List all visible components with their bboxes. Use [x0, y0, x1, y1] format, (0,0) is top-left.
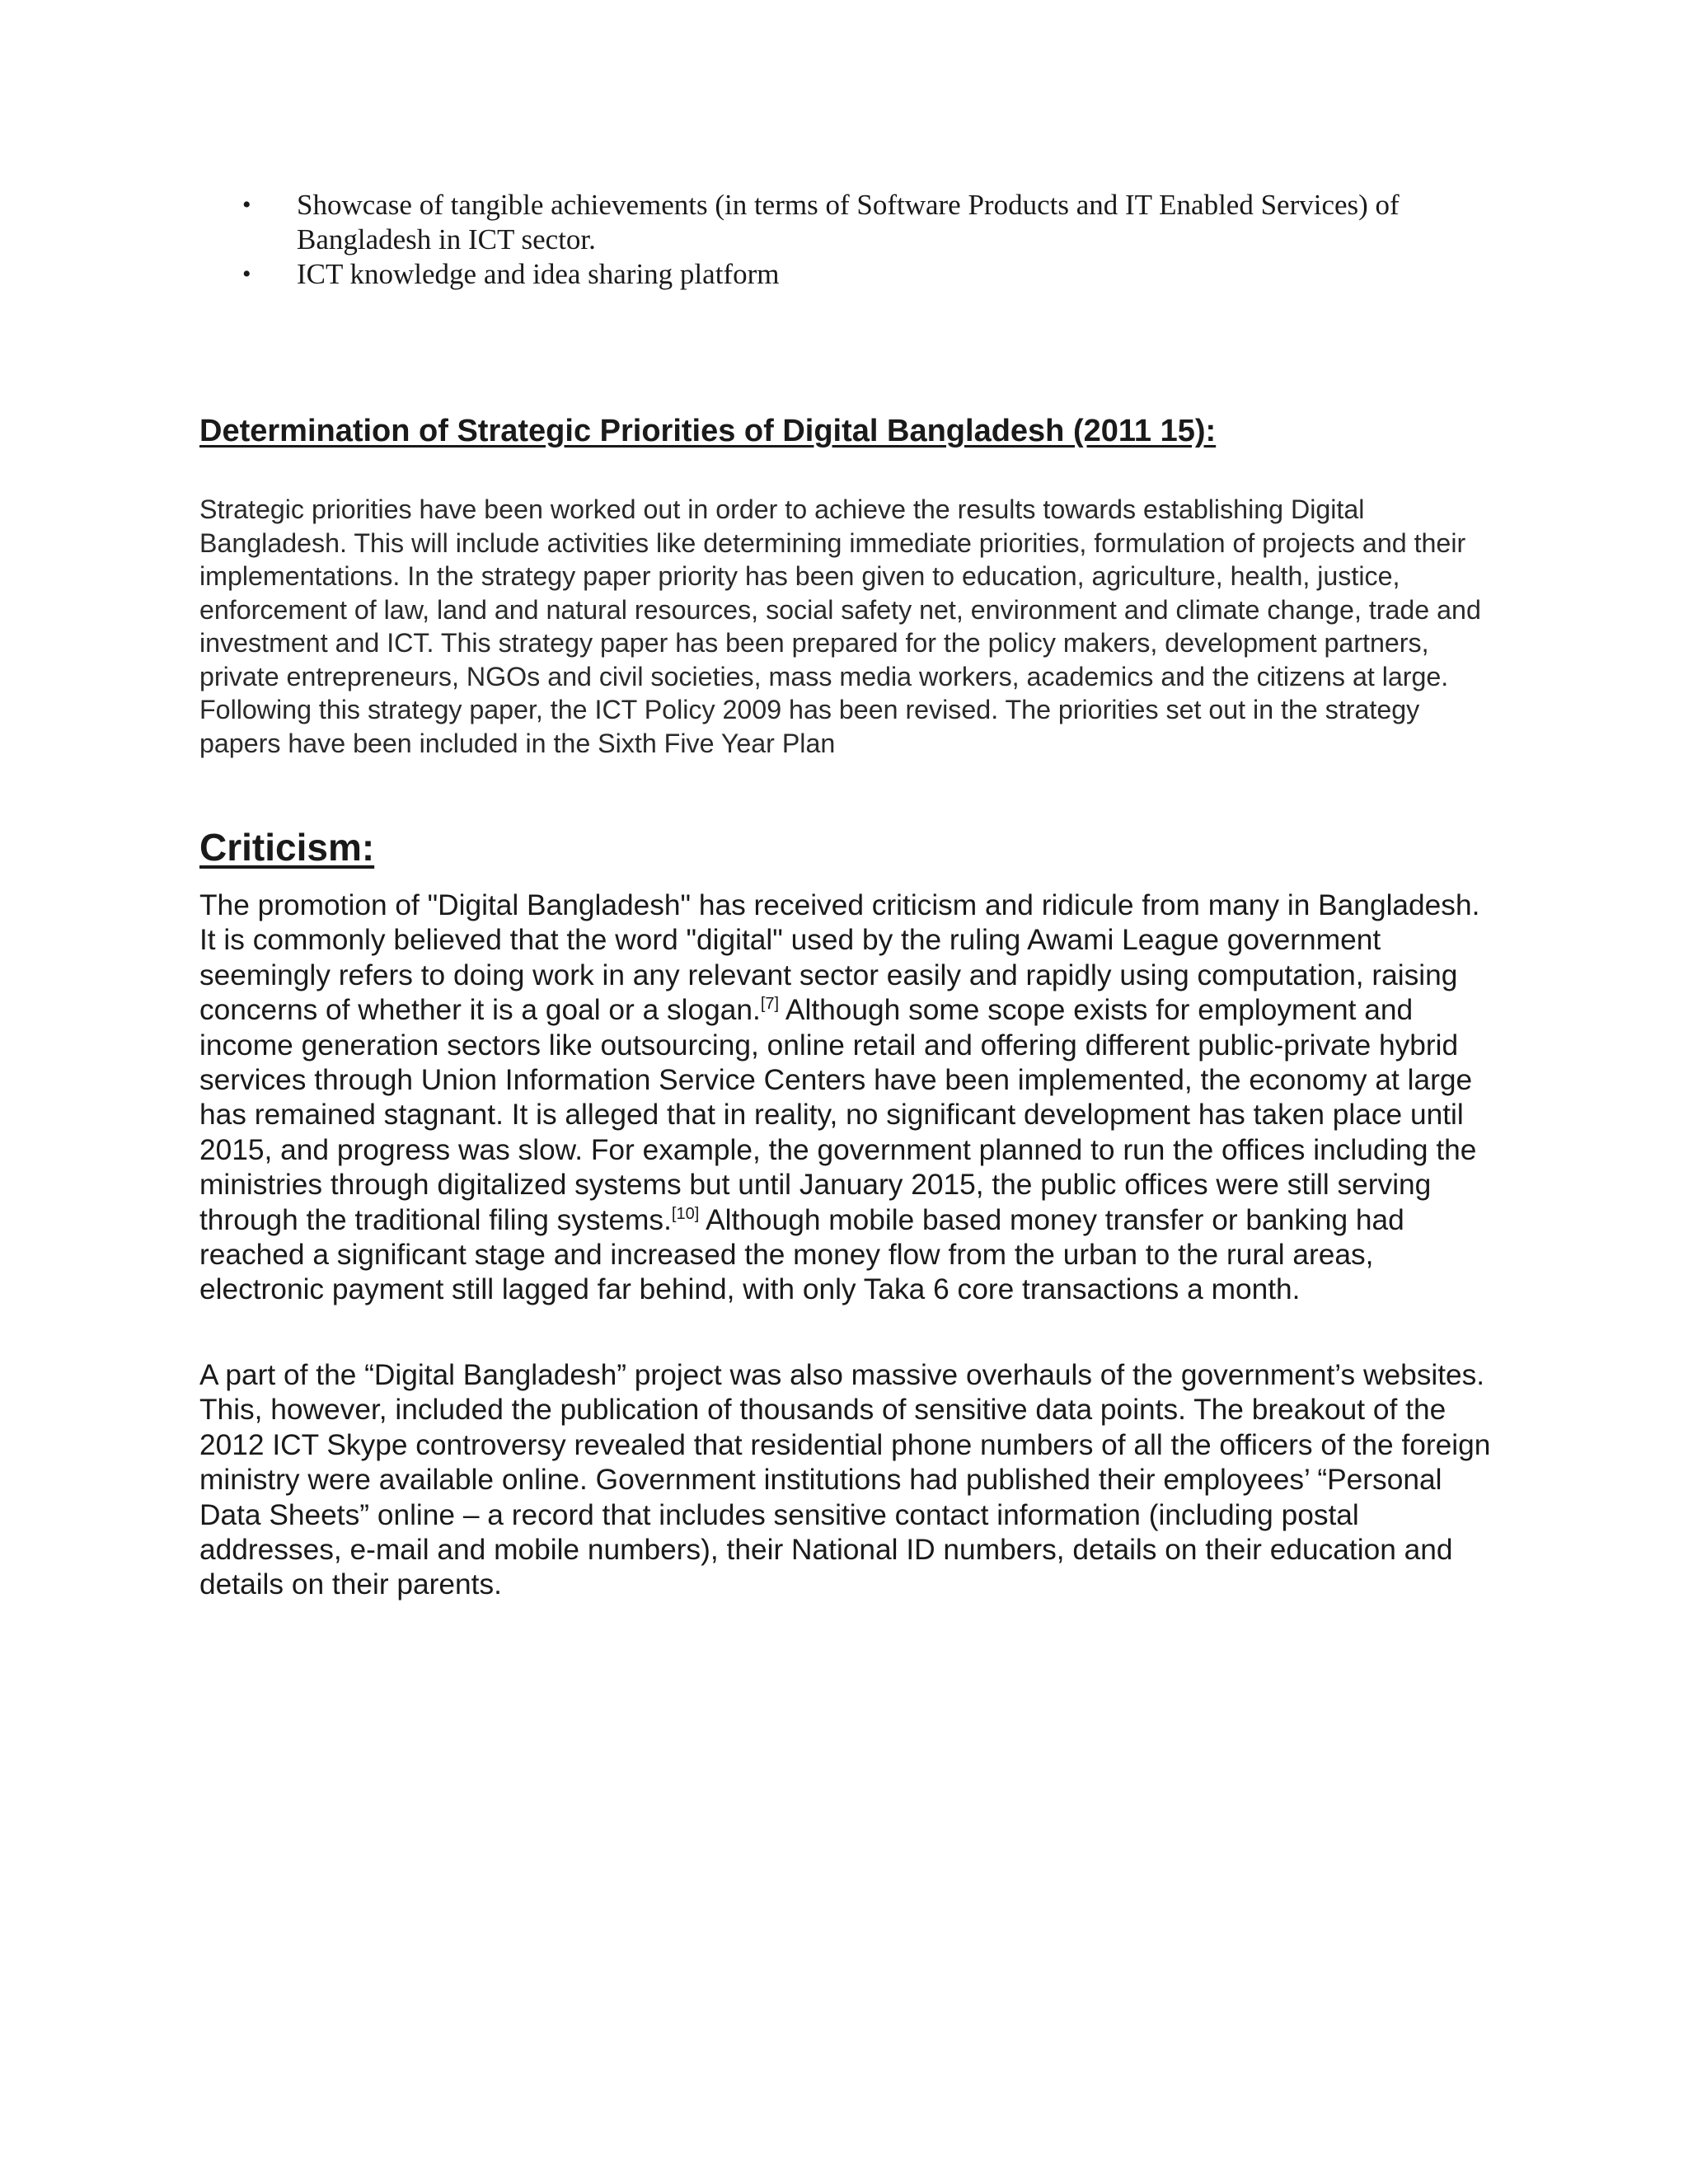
list-item: [239, 188, 1492, 257]
criticism-heading: Criticism:: [199, 826, 375, 869]
citation-10[interactable]: [10]: [671, 1204, 700, 1223]
websites-paragraph: A part of the “Digital Bangladesh” project was also massive overhauls of the government’s websites. This, however, included the publication of thousands of sensitive data points. The breakout of the 2012 ICT Skype controversy revealed that residential phone numbers of all the officers of the foreign ministry were available online. Government institutions had published their employees’ “Personal Data Sheets” online – a record that includes sensitive contact information (including postal addresses, e-mail and mobile numbers), their National ID numbers, details on their education and details on their parents.: [199, 1359, 1491, 1601]
bullet-text-line: Bangladesh in ICT sector.: [297, 223, 596, 255]
paragraph-text: Although mobile based money transfer or banking had reached a significant stage and increased the money flow from the urban to the rural areas, electronic payment still lagged far behind, with only Taka 6 core transactions a month.: [199, 1203, 1404, 1306]
strategy-paragraph: Strategic priorities have been worked out in order to achieve the results towards establishing Digital Bangladesh. This will include activities like determining immediate priorities, formulation of projects and their implementations. In the strategy paper priority has been given to education, agriculture, health, justice, enforcement of law, land and natural resources, social safety net, environment and climate change, trade and investment and ICT. This strategy paper has been prepared for the policy makers, development partners, private entrepreneurs, NGOs and civil societies, mass media workers, academics and the citizens at large. Following this strategy paper, the ICT Policy 2009 has been revised. The priorities set out in the strategy papers have been included in the Sixth Five Year Plan: [199, 494, 1481, 758]
paragraph-text: Although some scope exists for employment and income generation sectors like outsourcing, online retail and offering different public-private hybrid services through Union Information Service Centers have been implemented, the economy at large has remained stagnant. It is alleged that in reality, no significant development has taken place until 2015, and progress was slow. For example, the government planned to run the offices including the ministries through digitalized systems but until January 2015, the public offices were still serving through the traditional filing systems.: [199, 994, 1477, 1236]
citation-7[interactable]: [7]: [760, 995, 780, 1014]
bullet-text-line: ICT knowledge and idea sharing platform: [297, 258, 780, 290]
strategy-heading: Determination of Strategic Priorities of Digital Bangladesh (2011 15):: [199, 414, 1217, 448]
list-item: [239, 257, 1492, 292]
bullet-icon: •: [242, 260, 251, 288]
bullet-icon: •: [242, 191, 251, 218]
criticism-paragraph: [199, 888, 1498, 1308]
bullet-text-line: Showcase of tangible achievements (in terms of Software Products and IT Enabled Services) of: [297, 189, 1400, 221]
paragraph-text: The promotion of "Digital Bangladesh" has received criticism and ridicule from many in Bangladesh. It is commonly believed that the word "digital" used by the ruling Awami League government seemingly refers to doing work in any relevant sector easily and rapidly using computation, raising concerns of whether it is a goal or a slogan.: [199, 889, 1480, 1027]
bullet-list: [239, 188, 1492, 292]
